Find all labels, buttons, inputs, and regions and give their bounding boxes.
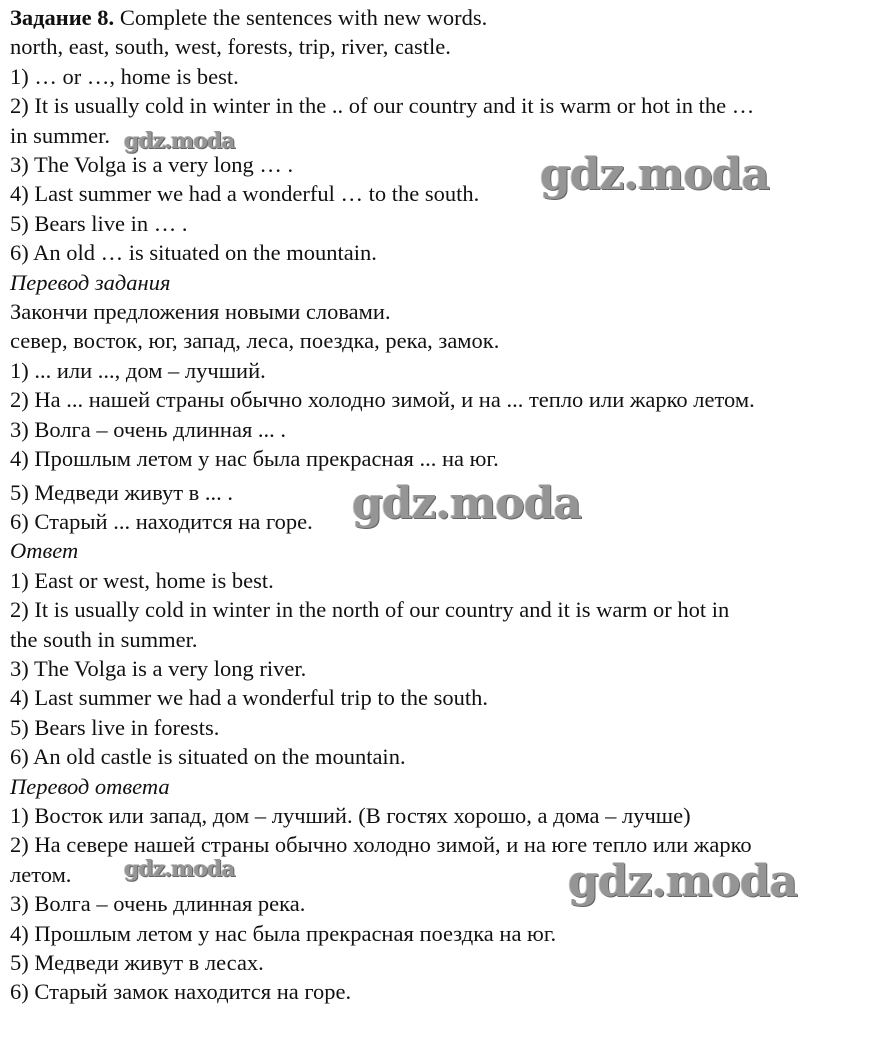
translation-line: 2) На ... нашей страны обычно холодно зимой, и на ... тепло или жарко летом.	[10, 387, 755, 413]
translation-line: 5) Медведи живут в ... .	[10, 479, 234, 505]
answer-line: 6) An old castle is situated on the mountain.	[10, 744, 406, 770]
answer-line: 1) East or west, home is best.	[10, 567, 274, 593]
document-page	[10, 3, 870, 1007]
watermark-logo: gdz.moda	[568, 856, 798, 907]
task-sentence: in summer.	[10, 122, 110, 148]
translation-line: север, восток, юг, запад, леса, поездка, река, замок.	[10, 328, 500, 354]
task-number: Задание 8.	[10, 5, 115, 30]
answer-translation-line: 5) Медведи живут в лесах.	[10, 950, 264, 975]
task-heading	[10, 3, 870, 32]
task-word-list: north, east, south, west, forests, trip, river, castle.	[10, 34, 451, 60]
answer-title: Ответ	[10, 538, 79, 564]
watermark-logo: gdz.moda	[124, 128, 235, 154]
answer-translation-line: 1) Восток или запад, дом – лучший. (В гостях хорошо, а дома – лучше)	[10, 802, 691, 828]
task-sentence: 2) It is usually cold in winter in the .. of our country and it is warm or hot in the …	[10, 93, 755, 119]
task-sentence: 5) Bears live in … .	[10, 210, 188, 236]
task-translation-title: Перевод задания	[10, 269, 171, 295]
answer-line: 2) It is usually cold in winter in the north of our country and it is warm or hot in	[10, 597, 730, 623]
task-sentence: 6) An old … is situated on the mountain.	[10, 240, 377, 266]
translation-line: Закончи предложения новыми словами.	[10, 299, 391, 325]
answer-translation-line: 2) На севере нашей страны обычно холодно зимой, и на юге тепло или жарко	[10, 832, 752, 858]
watermark-logo: gdz.moda	[124, 856, 235, 882]
answer-translation-title: Перевод ответа	[10, 773, 170, 799]
answer-translation-line: 4) Прошлым летом у нас была прекрасная поездка на юг.	[10, 920, 557, 946]
answer-translation-line: летом.	[10, 861, 72, 887]
translation-line: 1) ... или ..., дом – лучший.	[10, 357, 266, 383]
answer-line: 4) Last summer we had a wonderful trip to the south.	[10, 685, 489, 711]
task-instruction: Complete the sentences with new words.	[114, 5, 488, 30]
watermark-logo: gdz.moda	[352, 478, 582, 529]
answer-line: 5) Bears live in forests.	[10, 714, 220, 740]
translation-line: 3) Волга – очень длинная ... .	[10, 416, 287, 442]
translation-line: 4) Прошлым летом у нас была прекрасная ... на юг.	[10, 446, 499, 472]
watermark-logo: gdz.moda	[540, 149, 770, 200]
answer-translation-line: 6) Старый замок находится на горе.	[10, 979, 352, 1005]
answer-translation-line: 3) Волга – очень длинная река.	[10, 891, 306, 917]
task-sentence: 3) The Volga is a very long … .	[10, 152, 294, 178]
answer-line: the south in summer.	[10, 626, 198, 652]
answer-line: 3) The Volga is a very long river.	[10, 655, 307, 681]
task-sentence: 4) Last summer we had a wonderful … to the south.	[10, 181, 480, 207]
translation-line: 6) Старый ... находится на горе.	[10, 508, 313, 534]
task-sentence: 1) … or …, home is best.	[10, 63, 239, 89]
